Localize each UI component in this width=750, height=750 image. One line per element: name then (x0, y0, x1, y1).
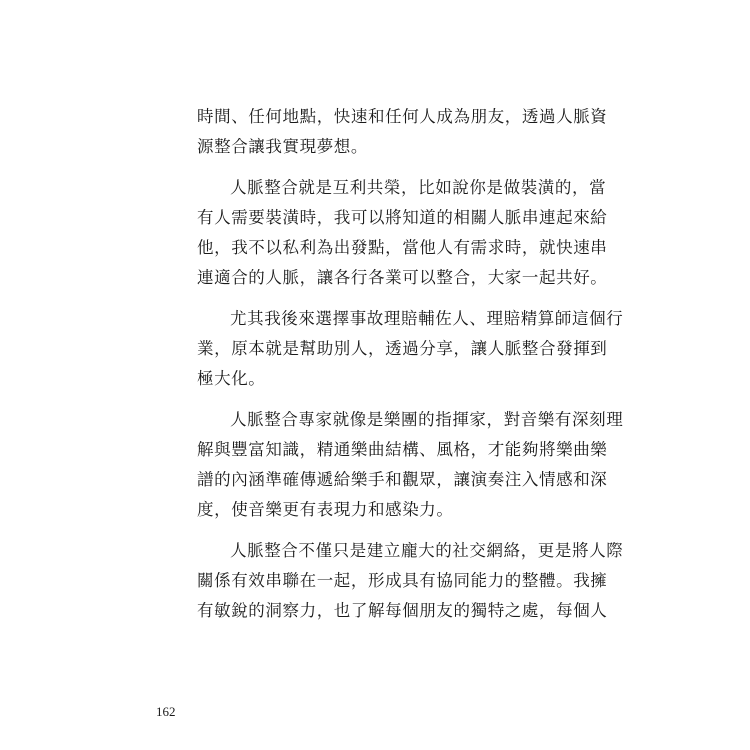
paragraph-3-line-3: 極大化。 (197, 369, 266, 388)
paragraph-gap (197, 394, 581, 405)
paragraph-2-line-3: 他，我不以私利為出發點，當他人有需求時，就快速串 (197, 238, 608, 257)
paragraph-1-line-2: 源整合讓我實現夢想。 (197, 137, 368, 156)
paragraph-4-line-3: 譜的內涵準確傳遞給樂手和觀眾，讓演奏注入情感和深 (197, 470, 608, 489)
paragraph-gap (197, 162, 581, 173)
paragraph-gap (197, 293, 581, 304)
paragraph-4-line-1: 人脈整合專家就像是樂團的指揮家，對音樂有深刻理 (230, 410, 624, 429)
body-text (197, 102, 624, 626)
page-number: 162 (156, 704, 176, 719)
paragraph-3-line-2: 業，原本就是幫助別人，透過分享，讓人脈整合發揮到 (197, 339, 608, 358)
paragraph-2-line-2: 有人需要裝潢時，我可以將知道的相關人脈串連起來給 (197, 208, 608, 227)
paragraph-4-line-4: 度，使音樂更有表現力和感染力。 (197, 500, 454, 519)
paragraph-4-line-2: 解與豐富知識，精通樂曲結構、風格，才能夠將樂曲樂 (197, 440, 608, 459)
paragraph-5-line-1: 人脈整合不僅只是建立龐大的社交網絡，更是將人際 (230, 541, 624, 560)
paragraph-5-line-2: 關係有效串聯在一起，形成具有協同能力的整體。我擁 (197, 571, 608, 590)
paragraph-2-line-4: 連適合的人脈，讓各行各業可以整合，大家一起共好。 (197, 268, 608, 287)
paragraph-5-line-3: 有敏銳的洞察力，也了解每個朋友的獨特之處，每個人 (197, 601, 608, 620)
paragraph-gap (197, 525, 581, 536)
paragraph-3-line-1: 尤其我後來選擇事故理賠輔佐人、理賠精算師這個行 (230, 309, 624, 328)
paragraph-2-line-1: 人脈整合就是互利共榮，比如說你是做裝潢的，當 (230, 178, 607, 197)
paragraph-1-line-1: 時間、任何地點，快速和任何人成為朋友，透過人脈資 (197, 107, 608, 126)
